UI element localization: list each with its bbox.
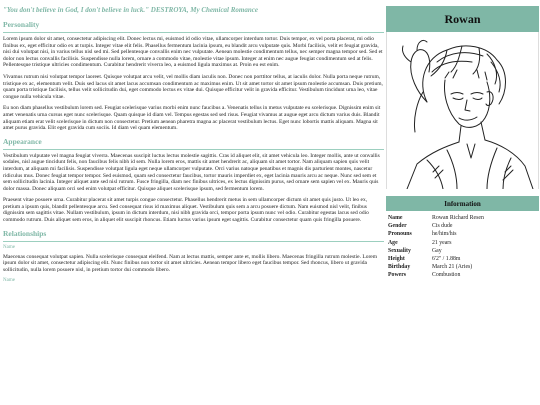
appearance-paragraph-1: Vestibulum vulputate vel magna feugiat viverra. Maecenas suscipit luctus lectus molestie sagittis. Cras id aliquet elit, sit amet vehicula leo. Integer mollis, ante ut convallis sodales, nisl augue tincidunt felis, non faucibus felis nibh id sem. Nulla lorem eros, mattis sit amet hendrerit ac, aliquam sit amet tortor. Nam aliquam sapien quis velit interdum, at aliquam mi facilisis. Suspendisse volutpat ligula eget neque ullamcorper vulputate. Orci varius natoque penatibus et magnis dis parturient montes, nascetur ridiculus mus. Donec feugiat tempor tempor. Sed euismod, quam sed consectetur faucibus, tortor mauris imperdiet ex, eget lacinia mauris arcu ac neque. Nunc sed sem et sem sollicitudin lacinia. Integer aliquet ante sed nisl rutrum. Fusce fringilla, diam nec finibus ultrices, ex lectus dignissim purus, sed ornare sem sapien vel ex. Mauris quis dolor massa. Donec aliquam orci sed enim volutpat efficitur. Quisque aliquet scelerisque ipsum, sed fermentum lorem. bbox=[3, 152, 380, 192]
section-relationships bbox=[3, 229, 384, 285]
info-key: Height bbox=[388, 256, 405, 263]
relationship-name-1: Name bbox=[3, 244, 15, 250]
personality-paragraph-1: Lorem ipsum dolor sit amet, consectetur adipiscing elit. Donec lectus mi, euismod id odio vitae, ullamcorper interdum tortor. Duis tempor, ex vel porta placerat, mi odio finibus ex, eget efficitur odio ex at turpis. Integer vitae elit felis. Phasellus fermentum lacinia ipsum, eu blandit arcu vulputate quis. Morbi facilisis, velit et feugiat gravida, nisi dui volutpat nisi, in varius tellus nisl sed mi. Sed pellentesque convallis enim nec vulputate. Aenean molestie condimentum tellus, nec semper magna tempor sed. Sed et dolor non lectus convallis facilisis. Suspendisse nulla lorem, ornare a commodo vitae, molestie vitae ipsum. Integer at enim nec augue feugiat condimentum sed at felis. Pellentesque tristique ultricies condimentum. Curabitur hendrerit viverra leo, a euismod ligula maximus at. Proin eu est enim. bbox=[3, 36, 383, 69]
profile-main bbox=[3, 6, 384, 405]
info-row bbox=[386, 239, 539, 247]
info-row bbox=[386, 222, 539, 230]
info-key: Birthday bbox=[388, 264, 411, 271]
section-title-appearance: Appearance bbox=[3, 136, 42, 146]
personality-paragraph-3: Eu non diam phasellus vestibulum lorem sed. Feugiat scelerisque varius morbi enim nunc faucibus a. Venenatis tellus in metus vulputate eu scelerisque. Dignissim enim sit amet venenatis urna cursus eget nunc scelerisque. Quam quisque id diam vel. Tempus egestas sed sed risus. Feugiat vivamus at augue eget arcu dictum varius duis. Blandit aliquam etiam erat velit scelerisque in dictum non consectetur. Pretium aenean pharetra magna ac placerat vestibulum lectus. Eget nunc lobortis mattis aliquam. Magna sit amet purus gravida. Elit eget gravida cum sociis. Id diam vel quam elementum. bbox=[3, 105, 381, 132]
info-table bbox=[386, 214, 539, 280]
info-value: Combustion bbox=[432, 272, 461, 279]
name-header bbox=[386, 6, 539, 32]
section-title-relationships: Relationships bbox=[3, 228, 47, 238]
divider bbox=[3, 149, 384, 150]
info-row bbox=[386, 271, 539, 279]
portrait-image bbox=[386, 32, 539, 189]
info-value: March 21 (Aries) bbox=[432, 264, 473, 271]
profile-sidebar bbox=[386, 6, 539, 280]
info-row bbox=[386, 263, 539, 271]
divider bbox=[3, 241, 384, 242]
section-appearance bbox=[3, 137, 384, 224]
section-title-personality: Personality bbox=[3, 20, 40, 29]
info-header bbox=[386, 196, 539, 211]
divider bbox=[3, 32, 384, 33]
info-value: Cis dude bbox=[432, 223, 453, 230]
info-row bbox=[386, 247, 539, 255]
info-row bbox=[386, 230, 539, 238]
relationship-name-2: Name bbox=[3, 278, 15, 284]
info-row bbox=[386, 214, 539, 222]
info-value: 21 years bbox=[432, 239, 452, 246]
info-value: he/him/his bbox=[432, 231, 457, 238]
info-value: Rowan Richard Resen bbox=[432, 215, 484, 221]
relationship-text-1: Maecenas consequat volutpat sapien. Nulla scelerisque consequat eleifend. Nam at lectus mattis, semper ante et, mollis libero. Maecenas fringilla rutrum molestie. Lorem ipsum dolor sit amet, consectetur adipiscing elit. Nunc finibus non tortor sit amet ultricies. Aenean tempor libero eget faucibus tempor. Sed rhoncus, libero ut gravida sollicitudin, nulla lorem posuere nisl, in pretium tortor dui commodo libero. bbox=[3, 253, 378, 273]
info-key: Gender bbox=[388, 223, 407, 230]
character-name: Rowan bbox=[444, 11, 481, 26]
appearance-paragraph-2: Praesent vitae posuere urna. Curabitur placerat sit amet turpis congue consectetur. Phasellus hendrerit metus in sem ullamcorper dictum sit amet quis justo. Ut leo ex, pretium a ipsum quis, blandit pellentesque arcu. Sed consequat risus id maximus aliquet. Vestibulum quis sem a arcu posuere dictum. Nam euismod nisl velit, finibus dignissim sem sagittis vitae. Nullam vestibulum, ipsum in dictum interdum, nisi nibh gravida orci, tempor porta ipsum nunc vel odio. Curabitur egestas lacus sed odio commodo rutrum. Duis aliquet sem eros, in aliquet elit suscipit rhoncus. Etiam luctus varius ipsum eget sagittis. Curabitur consectetur quam quis fringilla posuere. bbox=[3, 197, 369, 224]
section-personality bbox=[3, 20, 384, 132]
info-key: Name bbox=[388, 215, 403, 221]
personality-paragraph-2: Vivamus rutrum nisi volutpat tempor laoreet. Quisque volutpat arcu velit, vel mollis diam iaculis non. Donec non porttitor tellus, at iaculis dolor. Nulla porta neque rutrum, tristique ex ac, elementum velit. Duis sed lacus sit amet lacus accumsan condimentum ac maximus enim. Ut sit amet tortor sit amet ipsum molestie accumsan. Duis pretium, quam porta tristique facilisis, tellus velit sollicitudin dui, eget commodo lectus ex vitae dui. Quisque efficitur velit in gravida efficitur. Vestibulum tincidunt urna leo, vitae congue nulla vehicula vitae. bbox=[3, 73, 383, 100]
info-value: 6'2" / 1.88m bbox=[432, 256, 461, 263]
info-title: Information bbox=[444, 199, 481, 208]
info-value: Gay bbox=[432, 247, 442, 254]
info-row bbox=[386, 255, 539, 263]
quote: "You don't believe in God, I don't believe in luck." DESTROYA, My Chemical Romance bbox=[3, 6, 258, 14]
info-key: Age bbox=[388, 239, 398, 246]
info-key: Powers bbox=[388, 272, 407, 279]
info-key: Sexuality bbox=[388, 247, 411, 254]
portrait-sketch-icon bbox=[387, 32, 539, 189]
info-key: Pronouns bbox=[388, 231, 412, 238]
